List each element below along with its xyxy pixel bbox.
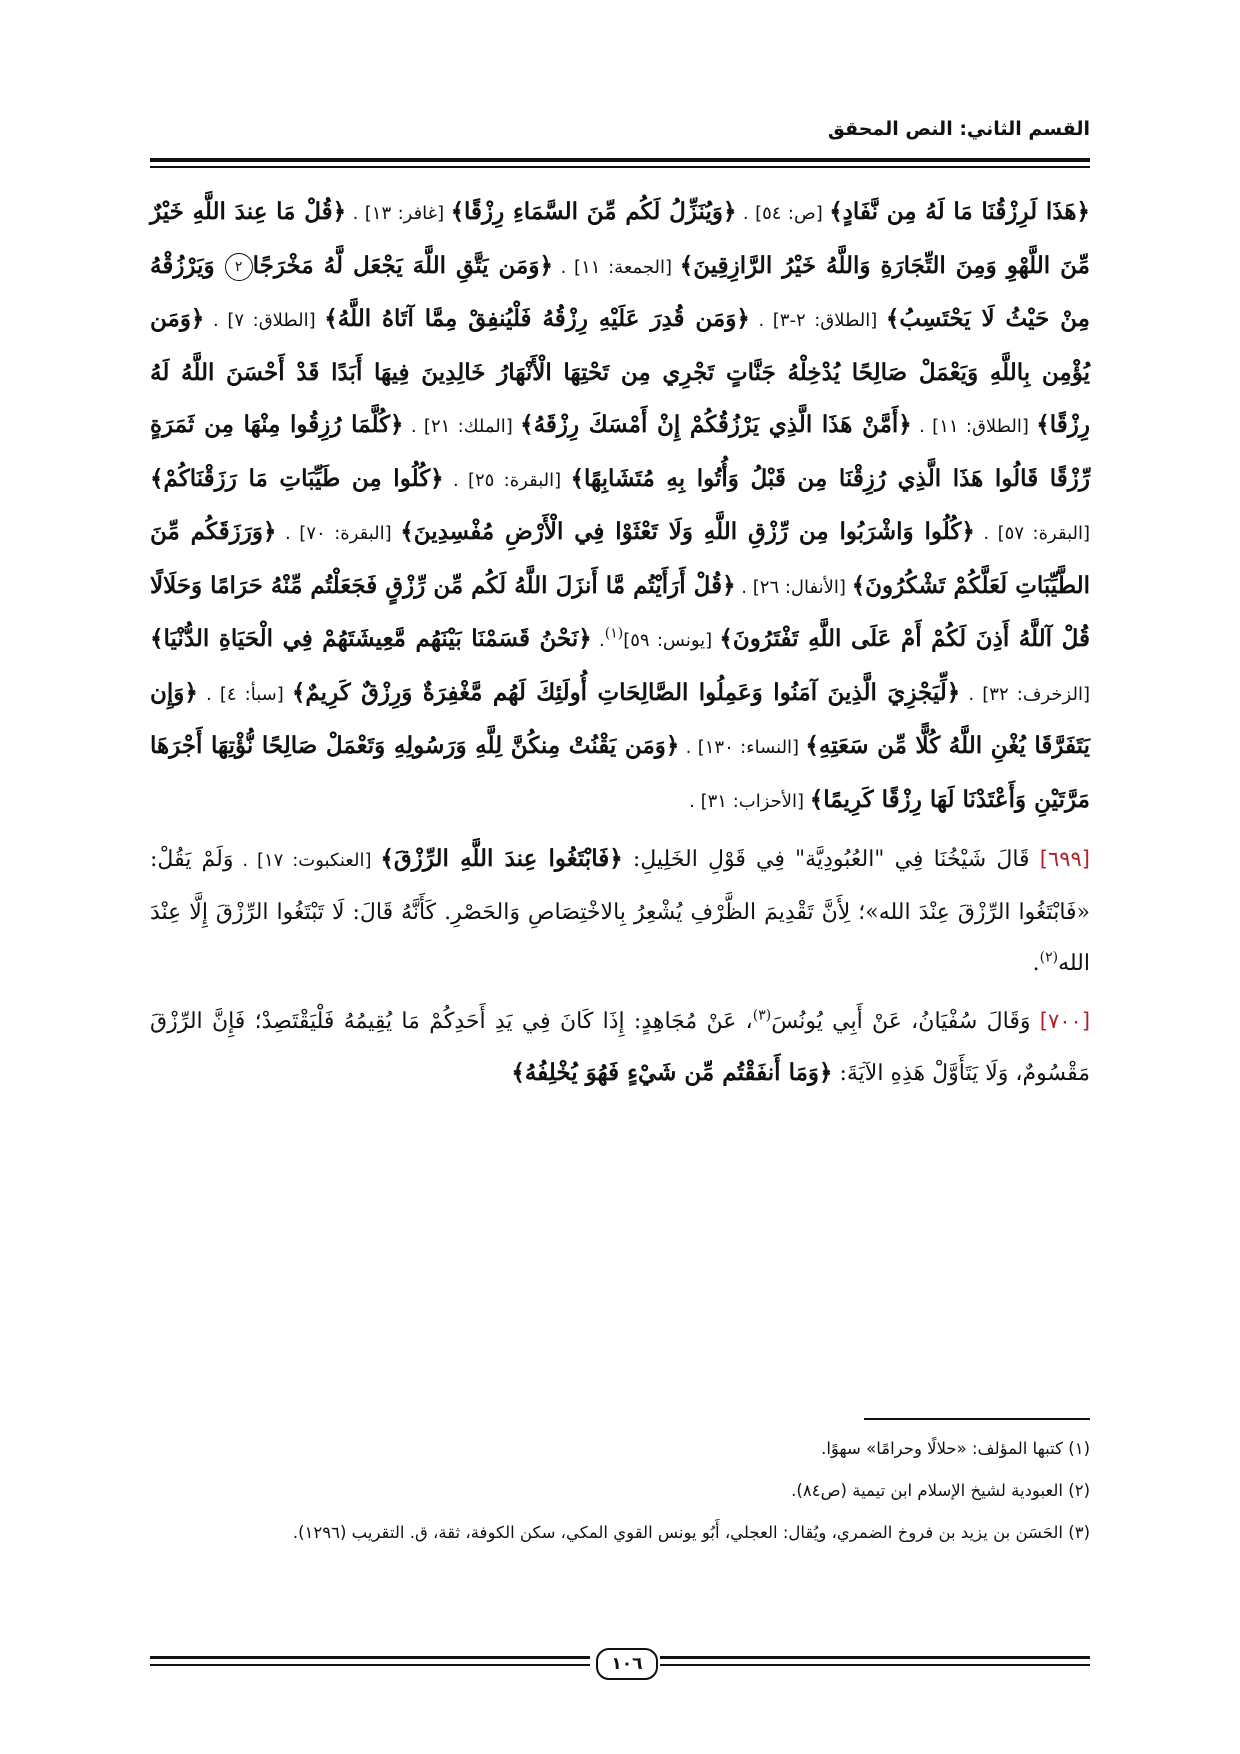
quran-verse: ﴿كُلُوا وَاشْرَبُوا مِن رِّزْقِ اللَّهِ وَلَا تَعْثَوْا فِي الْأَرْضِ مُفْسِدِينَ﴾ (400, 518, 975, 545)
footer-rule-left-thin (150, 1664, 590, 1666)
footnote-marker: (٣) (752, 1007, 772, 1024)
footnote-marker: (١) (604, 625, 624, 642)
quran-verse: ﴿قُلْ مَا عِندَ اللَّهِ خَيْرٌ مِّنَ اللَّهْوِ وَمِنَ التِّجَارَةِ وَاللَّهُ خَيْرُ الرَّازِقِينَ﴾ (150, 198, 1090, 279)
text-run: . (1032, 951, 1040, 976)
page-footer (150, 1650, 1090, 1676)
paragraph-699 (150, 833, 1090, 990)
verse-reference: [العنكبوت: ١٧] . (233, 850, 381, 871)
quran-verse: ﴿لِّيَجْزِيَ الَّذِينَ آمَنُوا وَعَمِلُوا الصَّالِحَاتِ أُولَئِكَ لَهُم مَّغْفِرَةٌ وَرِزْقٌ كَرِيمٌ﴾ (291, 678, 961, 706)
verse-reference: . (591, 630, 605, 651)
quran-verse: ﴿كُلَّمَا رُزِقُوا مِنْهَا مِن ثَمَرَةٍ رِّزْقًا قَالُوا هَذَا الَّذِي رُزِقْنَا مِن قَبْلُ وَأُتُوا بِهِ مُتَشَابِهًا﴾ (150, 411, 1091, 492)
entry-number: [٧٠٠] (1039, 1008, 1091, 1033)
quran-verse: ﴿وَمَن يُؤْمِن بِاللَّهِ وَيَعْمَلْ صَالِحًا يُدْخِلْهُ جَنَّاتٍ تَجْرِي مِن تَحْتِهَا الْأَنْهَارُ خَالِدِينَ فِيهَا أَبَدًا قَدْ أَحْسَنَ اللَّهُ لَهُ رِزْقًا﴾ (150, 305, 1090, 438)
quran-verse: ﴿كُلُوا مِن طَيِّبَاتِ مَا رَزَقْنَاكُمْ﴾ (150, 464, 444, 492)
quran-verse: ﴿نَحْنُ قَسَمْنَا بَيْنَهُم مَّعِيشَتَهُمْ فِي الْحَيَاةِ الدُّنْيَا﴾ (150, 625, 592, 652)
quran-verse: ﴿قُلْ أَرَأَيْتُم مَّا أَنزَلَ اللَّهُ لَكُم مِّن رِّزْقٍ فَجَعَلْتُم مِّنْهُ حَرَامًا وَحَلَالًا قُلْ آللَّهُ أَذِنَ لَكُمْ أَمْ عَلَى اللَّهِ تَفْتَرُونَ﴾ (150, 571, 1091, 652)
header-rule-thin (150, 166, 1090, 168)
quran-verse: ﴿هَذَا لَرِزْقُنَا مَا لَهُ مِن نَّفَادٍ﴾ (829, 198, 1090, 225)
verse-reference: [البقرة: ٧٠] . (276, 523, 401, 544)
quran-verse: ﴿وَمَا أَنفَقْتُم مِّن شَيْءٍ فَهُوَ يُخْلِفُهُ﴾ (511, 1059, 833, 1086)
paragraph-700 (150, 996, 1090, 1100)
entry-number: [٦٩٩] (1039, 847, 1090, 871)
verse-reference: [البقرة: ٢٥] . (443, 469, 571, 491)
quran-verse: ﴿وَرَزَقَكُم مِّنَ الطَّيِّبَاتِ لَعَلَّكُمْ تَشْكُرُونَ﴾ (150, 518, 1090, 599)
header-rule-thick (150, 158, 1090, 162)
quran-verse: ﴿وَمَن يَتَّقِ اللَّهَ يَجْعَل لَّهُ مَخْرَجًا (252, 251, 553, 279)
text-run: ، عَنْ مُجَاهِدٍ: إِذَا كَانَ فِي يَدِ أَحَدِكُمْ مَا يُقِيمُهُ فَلْيَقْتَصِدْ؛ فَإِنَّ الرِّزْقَ مَقْسُومٌ، وَلَا يَتَأَوَّلْ هَذِهِ الآيَةَ: (150, 1008, 1090, 1086)
text-run: وَلَمْ يَقُلْ: «فَابْتَغُوا الرِّزْقَ عِنْدَ الله»؛ لِأَنَّ تَقْدِيمَ الظَّرْفِ يُشْعِرُ بِالاخْتِصَاصِ وَالحَصْرِ. كَأَنَّهُ قَالَ: لَا تَبْتَغُوا الرِّزْقَ إِلَّا عِنْدَ الله (150, 847, 1090, 976)
footer-rule-right-thick (660, 1656, 1090, 1659)
verse-reference: [الملك: ٢١] . (403, 416, 521, 437)
verse-reference: [البقرة: ٥٧] . (974, 523, 1091, 544)
footnote-1: (١) كتبها المؤلف: «حلالًا وحرامًا» سهوًا. (821, 1439, 1090, 1458)
footer-rule-left-thick (150, 1656, 590, 1659)
verse-reference: [يونس: ٥٩] (623, 630, 720, 651)
text-run: وَقَالَ سُفْيَانُ، عَنْ أَبِي يُونُسَ (771, 1008, 1040, 1034)
quran-verse: ﴿وَمَن يَقْنُتْ مِنكُنَّ لِلَّهِ وَرَسُولِهِ وَتَعْمَلْ صَالِحًا نُّؤْتِهَا أَجْرَهَا مَرَّتَيْنِ وَأَعْتَدْنَا لَهَا رِزْقًا كَرِيمًا﴾ (150, 732, 1090, 813)
quran-verse: ﴿وَيُنَزِّلُ لَكُم مِّنَ السَّمَاءِ رِزْقًا﴾ (450, 198, 737, 225)
footnotes (150, 1428, 1090, 1554)
verse-reference: [سبأ: ٤] . (197, 683, 292, 705)
verse-reference: [الطلاق: ١١] . (911, 416, 1037, 437)
footnote-marker: (٢) (1039, 949, 1059, 966)
main-text (150, 186, 1090, 1100)
page-number: ١٠٦ (596, 1648, 658, 1680)
verse-reference: [الزخرف: ٣٢] . (960, 683, 1090, 705)
verse-reference: [الطلاق: ٧] . (204, 310, 325, 331)
quran-verse: ﴿فَابْتَغُوا عِندَ اللَّهِ الرِّزْقَ﴾ (380, 845, 623, 872)
footnote-separator (864, 1418, 1090, 1420)
quran-verse: ﴿وَإِن يَتَفَرَّقَا يُغْنِ اللَّهُ كُلًّا مِّن سَعَتِهِ﴾ (150, 678, 1091, 759)
verse-reference: [ص: ٥٤] . (736, 203, 830, 224)
verse-reference: [الجمعة: ١١] . (552, 256, 680, 278)
verse-reference: [الأحزاب: ٣١] . (689, 790, 810, 812)
quran-verses-paragraph (150, 186, 1090, 827)
quran-verse: ﴿وَمَن قُدِرَ عَلَيْهِ رِزْقُهُ فَلْيُنفِقْ مِمَّا آتَاهُ اللَّهُ﴾ (324, 305, 750, 332)
quran-verse: وَيَرْزُقْهُ مِنْ حَيْثُ لَا يَحْتَسِبُ﴾ (150, 251, 1091, 332)
footnote-3: (٣) الحَسَن بن يزيد بن فروخ الضمري، ويُقال: العجلي، أَبُو يونس القوي المكي، سكن الكوفة، ثقة، ق. التقريب (١٢٩٦). (292, 1523, 1090, 1542)
verse-reference: [الأنفال: ٢٦] . (735, 576, 852, 598)
verse-reference: [غافر: ١٣] . (346, 203, 451, 224)
running-header: القسم الثاني: النص المحقق (827, 118, 1090, 140)
footer-rule-right-thin (660, 1664, 1090, 1666)
quran-verse: ﴿أَمَّنْ هَذَا الَّذِي يَرْزُقُكُمْ إِنْ أَمْسَكَ رِزْقَهُ﴾ (520, 411, 912, 438)
text-run: قَالَ شَيْخُنَا فِي "العُبُودِيَّة" فِي قَوْلِ الخَلِيلِ: (622, 847, 1040, 872)
verse-reference: [النساء: ١٣٠] . (679, 737, 806, 758)
verse-end-marker: ٢ (225, 253, 253, 281)
footnote-2: (٢) العبودية لشيخ الإسلام ابن تيمية (ص٨٤). (791, 1481, 1090, 1500)
verse-reference: [الطلاق: ٢-٣] . (749, 310, 886, 331)
